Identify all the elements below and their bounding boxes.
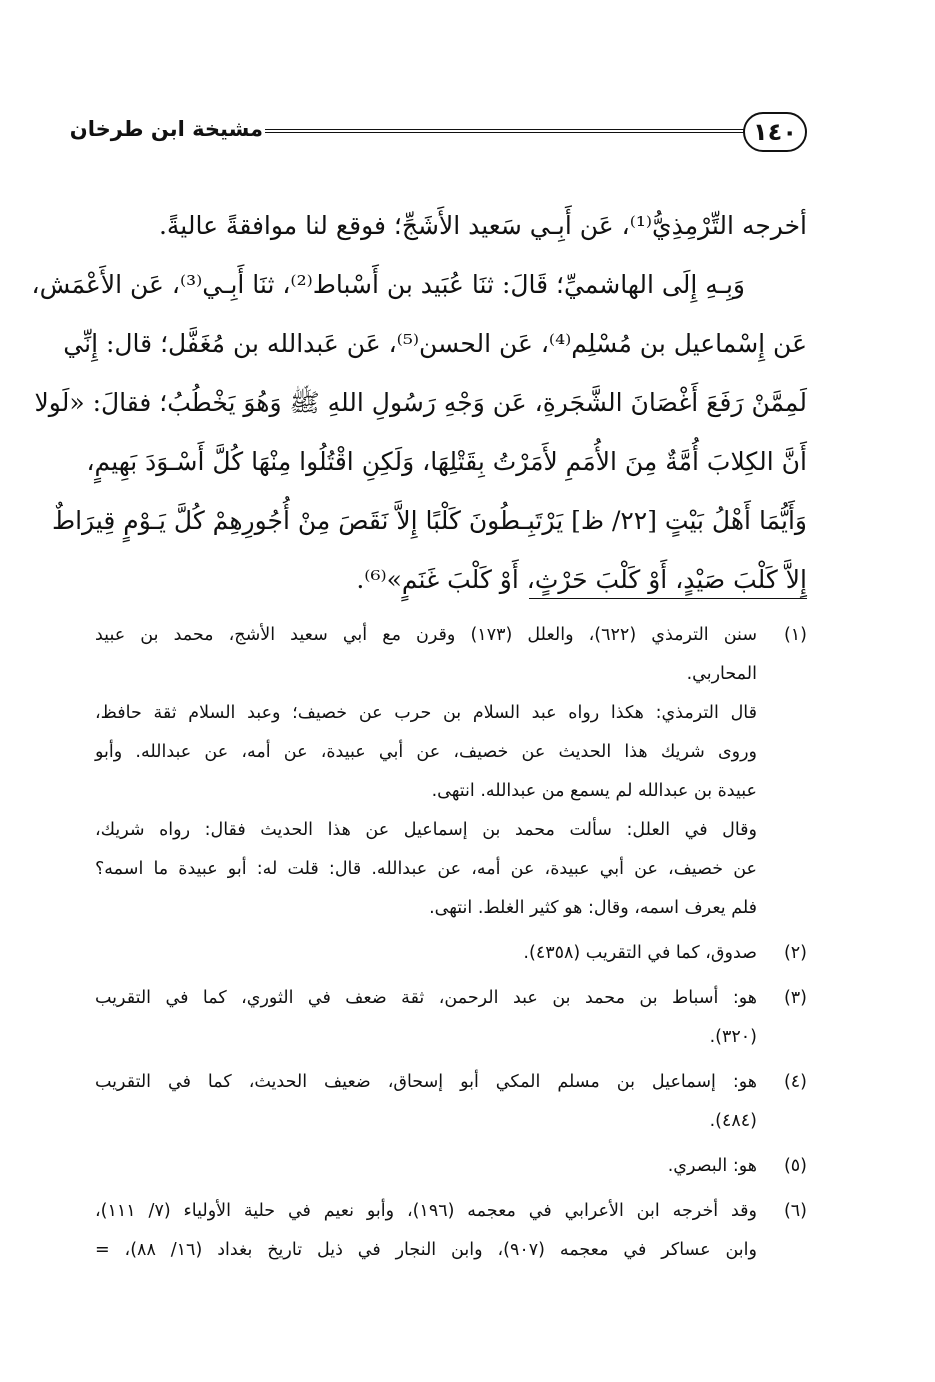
body-line: إِلاَّ كَلْبَ صَيْدٍ، أَوْ كَلْبَ حَرْثٍ، أَوْ كَلْبَ غَنَمٍ»⁽⁶⁾. xyxy=(356,565,807,594)
footnote-line: عبيدة بن عبدالله لم يسمع من عبدالله. انتهى. xyxy=(431,781,757,801)
footnote-separator xyxy=(529,598,807,599)
footnote-line: وقد أخرجه ابن الأعرابي في معجمه (١٩٦)، وأبو نعيم في حلية الأولياء (٧/ ١١١)، xyxy=(95,1201,757,1221)
footnote-3 xyxy=(95,979,807,1057)
footnote-line: عن خصيف، عن أبي عبيدة، عن أمه، عن عبدالله. قال: قلت له: أبو عبيدة ما اسمه؟ xyxy=(95,859,757,879)
body-line: لَمِمَّنْ رَفَعَ أَغْصَانَ الشَّجَرةِ، عَن وَجْهِ رَسُولِ اللهِ ﷺ وَهُوَ يَخْطُبُ؛ فقالَ: «لَولا xyxy=(34,388,807,417)
footnote-number: (٥) xyxy=(783,1156,807,1176)
footnote-5 xyxy=(95,1147,807,1186)
body-line: وَأَيُّمَا أَهْلُ بَيْتٍ [٢٢/ ظ] يَرْتَبِـطُونَ كَلْبًا إِلاَّ نَقَصَ مِنْ أُجُورِهِمْ كُلَّ يَـوْمٍ قِيرَاطٌ xyxy=(51,506,807,535)
footnote-line: صدوق، كما في التقريب (٤٣٥٨). xyxy=(523,943,757,963)
body-line: وَبِـهِ إِلَى الهاشميِّ؛ قَالَ: ثنَا عُبَيد بن أَسْباط⁽²⁾، ثنَا أَبِـي⁽³⁾، عَن الأَعْمَش، xyxy=(31,270,745,299)
body-line: أخرجه التِّرْمِذِيُّ⁽¹⁾، عَن أَبِـي سَعيد الأَشَجِّ؛ فوقع لنا موافقةً عاليةً. xyxy=(158,211,807,240)
footnotes xyxy=(95,616,807,1276)
footnote-line: وقال في العلل: سألت محمد بن إسماعيل عن هذا الحديث فقال: رواه شريك، xyxy=(95,820,757,840)
running-header xyxy=(69,110,807,160)
footnote-number: (٦) xyxy=(783,1201,807,1221)
footnote-6 xyxy=(95,1192,807,1270)
footnote-2 xyxy=(95,934,807,973)
footnote-line: فلم يعرف اسمه، وقال: هو كثير الغلط. انتهى. xyxy=(429,898,757,918)
footnote-1 xyxy=(95,616,807,928)
footnote-line: وابن عساكر في معجمه (٩٠٧)، وابن النجار في ذيل تاريخ بغداد (١٦/ ٨٨)، = xyxy=(95,1240,757,1260)
footnote-number: (٣) xyxy=(783,988,807,1008)
footnote-4 xyxy=(95,1063,807,1141)
body-line: أَنَّ الكِلابَ أُمَّةٌ مِنَ الأُمَمِ لأَمَرْتُ بِقَتْلِهَا، وَلَكِنِ اقْتُلُوا مِنْهَا كُلَّ أَسْـوَدَ بَهِيمٍ، xyxy=(86,447,807,476)
footnote-line: هو: أسباط بن محمد بن عبد الرحمن، ثقة ضعف في الثوري، كما في التقريب xyxy=(95,988,757,1008)
footnote-number: (١) xyxy=(783,625,807,645)
footnote-line: (٣٢٠). xyxy=(709,1027,757,1047)
footnote-number: (٢) xyxy=(783,943,807,963)
footnote-line: هو: البصري. xyxy=(667,1156,757,1176)
footnote-line: سنن الترمذي (٦٢٢)، والعلل (١٧٣) وقرن مع أبي سعيد الأشج، محمد بن عبيد xyxy=(95,625,757,645)
footnote-line: هو: إسماعيل بن مسلم المكي أبو إسحاق، ضعيف الحديث، كما في التقريب xyxy=(95,1072,757,1092)
header-rule xyxy=(265,129,745,133)
main-text xyxy=(31,196,807,609)
footnote-line: وروى شريك هذا الحديث عن خصيف، عن أبي عبيدة، عن أمه، عن عبدالله. وأبو xyxy=(95,742,757,762)
book-title: مشيخة ابن طرخان xyxy=(69,117,263,141)
footnote-line: المحاربي. xyxy=(686,664,757,684)
body-line: عَن إِسْماعيل بن مُسْلِم⁽⁴⁾، عَن الحسن⁽⁵⁾، عَن عَبدالله بن مُغَفَّل؛ قال: إِنِّي xyxy=(63,329,807,358)
footnote-number: (٤) xyxy=(783,1072,807,1092)
footnote-line: (٤٨٤). xyxy=(709,1111,757,1131)
footnote-line: قال الترمذي: هكذا رواه عبد السلام بن حرب عن خصيف؛ وعبد السلام ثقة حافظ، xyxy=(95,703,757,723)
page-number: ١٤٠ xyxy=(743,112,807,152)
